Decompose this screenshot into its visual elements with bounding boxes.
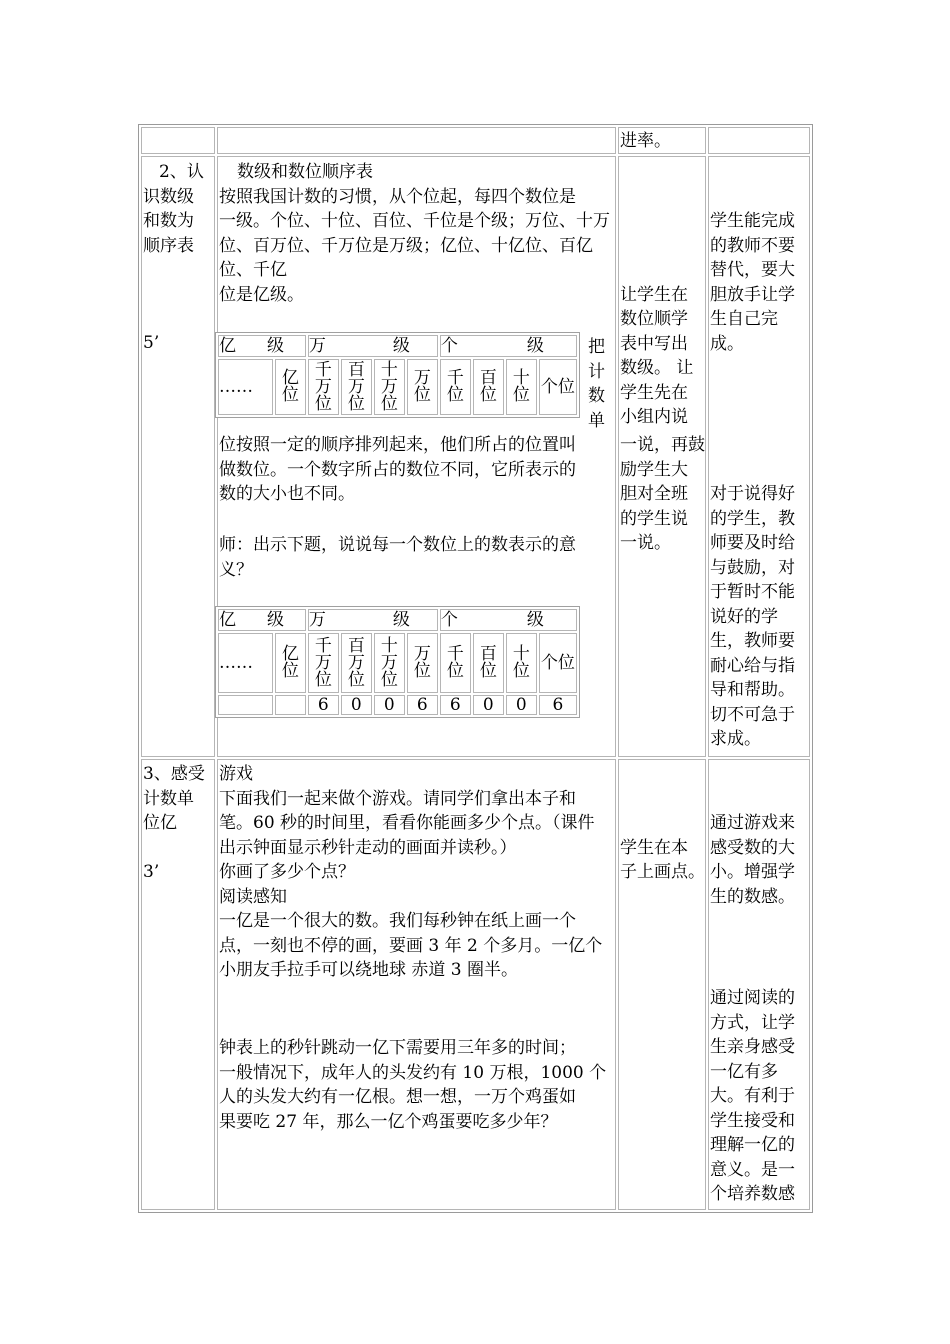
section-2-heading: 数级和数位顺序表: [237, 162, 373, 182]
level-wan: 万 级: [308, 609, 438, 631]
digit-cell: 6: [308, 695, 339, 715]
r1c4b-line9: 导和帮助。: [710, 680, 795, 700]
r2c4b-line8: 意义。是一: [710, 1159, 795, 1180]
r1c4b-line2: 的学生，教: [710, 508, 795, 529]
r1c4b-line4: 与鼓励，对: [710, 557, 795, 578]
place-yi: 亿位: [275, 359, 306, 415]
place-wan: 万位: [407, 633, 438, 693]
r1c4a-line1: 学生能完成: [710, 211, 795, 231]
section-3-title-line1: 3、感受: [143, 764, 205, 784]
r1c4b-line6: 说好的学: [710, 606, 778, 627]
digit-cell: [275, 695, 306, 715]
r2c3-line2: 子上画点。: [620, 862, 705, 882]
r1c4b-line7: 生，教师要: [710, 631, 795, 651]
r1c4b-line3: 师要及时给: [710, 533, 795, 553]
side-char-1: 把: [588, 337, 605, 357]
section-3-title-line2: 计数单: [143, 788, 194, 809]
r2-main-line9: 小朋友手拉手可以绕地球 赤道 3 圈半。: [219, 960, 519, 980]
place-value-table-2: [215, 606, 580, 718]
r2-main-line5: 你画了多少个点？: [219, 862, 355, 882]
r2c4a-line3: 小。增强学: [710, 862, 795, 882]
level-ge: 个 级: [440, 335, 577, 357]
r1c3-line2: 数位顺学: [620, 309, 688, 329]
rate-text: 进率。: [620, 131, 671, 151]
place-shiwan: 十万位: [374, 359, 405, 415]
r2-c3: [618, 759, 706, 1210]
level-ge: 个 级: [440, 609, 577, 631]
r2-main2-line4: 果要吃 27 年，那么一亿个鸡蛋要吃多少年？: [219, 1111, 558, 1132]
r2c4a-line1: 通过游戏来: [710, 813, 795, 833]
r1c3-line6: 小组内说: [620, 407, 688, 427]
digit-cell: 0: [374, 695, 405, 715]
place-wan: 万位: [407, 359, 438, 415]
place-value-table-1: [215, 332, 580, 418]
section-2-title-line3: 和数为: [143, 211, 194, 231]
digit-cell: 6: [440, 695, 471, 715]
place-qian: 千位: [440, 359, 471, 415]
para3-line2: 义？: [219, 559, 253, 580]
r2c4b-line2: 方式，让学: [710, 1012, 795, 1033]
digit-cell: 0: [341, 695, 372, 715]
para1-line1: 按照我国计数的习惯，从个位起，每四个数位是: [219, 186, 576, 207]
r2-main-line7: 一亿是一个很大的数。我们每秒钟在纸上画一个: [219, 911, 576, 931]
place-shi: 十位: [506, 633, 537, 693]
place-baiwan: 百万位: [341, 359, 372, 415]
level-yi: 亿 级: [218, 335, 306, 357]
place-ellipsis: ……: [218, 359, 273, 415]
digit-cell: 6: [407, 695, 438, 715]
place-ge: 个位: [539, 359, 577, 415]
r2-main-line8: 点，一刻也不停的画，要画 3 年 2 个多月。一亿个: [219, 935, 603, 956]
place-bai: 百位: [473, 633, 504, 693]
r2-main-line6: 阅读感知: [219, 886, 287, 907]
r2c4b-line3: 生亲身感受: [710, 1037, 795, 1057]
para1-line2: 一级。个位、十位、百位、千位是个级；万位、十万: [219, 211, 610, 231]
r2-main2-line2: 一般情况下，成年人的头发约有 10 万根，1000 个: [219, 1062, 607, 1083]
r2c4b-line1: 通过阅读的: [710, 988, 795, 1008]
r1c3-line5: 学生先在: [620, 382, 688, 403]
r1c4a-line3: 替代，要大: [710, 260, 795, 280]
place-shi: 十位: [506, 359, 537, 415]
r1c4a-line6: 成。: [710, 333, 744, 354]
r2c3-line1: 学生在本: [620, 837, 688, 858]
place-shiwan: 十万位: [374, 633, 405, 693]
r2c4b-line6: 学生接受和: [710, 1110, 795, 1131]
section-3-title-line3: 位亿: [143, 813, 177, 833]
para3-line1: 师：出示下题，说说每一个数位上的数表示的意: [219, 535, 576, 555]
place-ellipsis: ……: [218, 633, 273, 693]
place-qianwan: 千万位: [308, 633, 339, 693]
r2c4b-line7: 理解一亿的: [710, 1135, 795, 1155]
side-char-2: 计: [588, 361, 605, 382]
para2-line3: 数的大小也不同。: [219, 484, 355, 504]
para2-line1: 位按照一定的顺序排列起来，他们所占的位置叫: [219, 435, 576, 455]
place-yi: 亿位: [275, 633, 306, 693]
r0-c4: [708, 127, 810, 154]
r1c3-line4: 数级。 让: [620, 358, 694, 378]
place-qianwan: 千万位: [308, 359, 339, 415]
r1c4b-line5: 于暂时不能: [710, 582, 795, 602]
digit-cell: [218, 695, 273, 715]
r1c3-line10: 的学生说: [620, 508, 688, 529]
r1c3-line11: 一说。: [620, 533, 671, 553]
place-ge: 个位: [539, 633, 577, 693]
r2-main2-line1: 钟表上的秒针跳动一亿下需要用三年多的时间；: [219, 1038, 576, 1058]
r2-main-line3: 笔。60 秒的时间里，看看你能画多少个点。（课件: [219, 813, 595, 833]
r2-main-line4: 出示钟面显示秒针走动的画面并读秒。）: [219, 837, 517, 858]
para1-line5: 位是亿级。: [219, 284, 304, 305]
section-2-title-line4: 顺序表: [143, 235, 194, 256]
digit-cell: 0: [473, 695, 504, 715]
r1c4b-line1: 对于说得好: [710, 484, 795, 504]
r1c3-line9: 胆对全班: [620, 484, 688, 504]
r1c4a-line5: 生自己完: [710, 309, 778, 329]
r2c4a-line2: 感受数的大: [710, 837, 795, 858]
r2-main-line2: 下面我们一起来做个游戏。请同学们拿出本子和: [219, 788, 576, 809]
r0-c1: [141, 127, 215, 154]
r1c3-line8: 励学生大: [620, 459, 688, 480]
section-2-time: 5’: [143, 333, 160, 353]
r1c3-line1: 让学生在: [620, 284, 688, 305]
r2c4b-line4: 一亿有多: [710, 1061, 778, 1082]
place-qian: 千位: [440, 633, 471, 693]
r1c3-line7: 一说，再鼓: [620, 435, 705, 455]
r1c4b-line10: 切不可急于: [710, 704, 795, 725]
digit-cell: 6: [539, 695, 577, 715]
r1c4a-line2: 的教师不要: [710, 235, 795, 256]
level-wan: 万 级: [308, 335, 438, 357]
r2c4b-line9: 个培养数感: [710, 1184, 795, 1204]
section-2-title-line1: 2、认: [159, 162, 204, 182]
r1c4a-line4: 胆放手让学: [710, 284, 795, 305]
section-2-title-line2: 识数级: [143, 186, 194, 207]
r2c4b-line5: 大。有利于: [710, 1086, 795, 1106]
section-3-time: 3’: [143, 862, 160, 882]
digit-cell: 0: [506, 695, 537, 715]
side-char-4: 单: [588, 410, 605, 431]
place-baiwan: 百万位: [341, 633, 372, 693]
r1c4b-line11: 求成。: [710, 729, 761, 749]
level-yi: 亿 级: [218, 609, 306, 631]
place-bai: 百位: [473, 359, 504, 415]
r2-main2-line3: 人的头发大约有一亿根。想一想，一万个鸡蛋如: [219, 1087, 576, 1107]
r0-c2: [217, 127, 616, 154]
para2-line2: 做数位。一个数字所占的数位不同，它所表示的: [219, 459, 576, 480]
r2c4a-line4: 生的数感。: [710, 886, 795, 907]
para1-line3: 位、百万位、千万位是万级；亿位、十亿位、百亿: [219, 235, 593, 256]
r1c4b-line8: 耐心给与指: [710, 655, 795, 676]
para1-line4: 位、千亿: [219, 260, 287, 280]
side-char-3: 数: [588, 386, 605, 406]
r1c3-line3: 表中写出: [620, 333, 688, 354]
r2-main-line1: 游戏: [219, 764, 253, 784]
